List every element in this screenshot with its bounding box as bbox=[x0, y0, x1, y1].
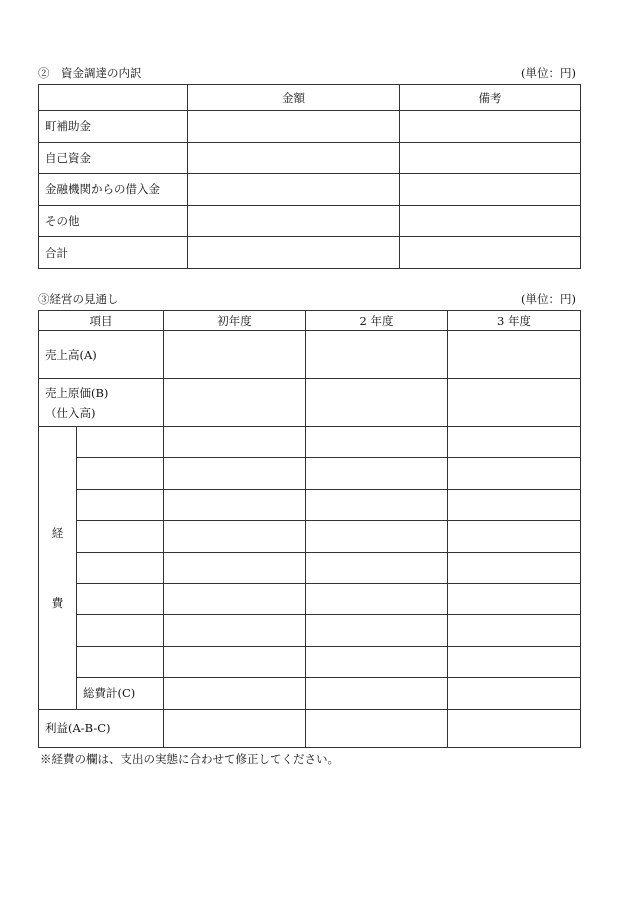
funding-section-title: ② 資金調達の内訳 bbox=[38, 66, 142, 80]
outlook-section-header bbox=[38, 290, 580, 308]
profit-row bbox=[39, 709, 581, 747]
year2-cell[interactable] bbox=[306, 379, 448, 427]
year2-cell[interactable] bbox=[306, 489, 448, 520]
profit-label: 利益(A-B-C) bbox=[39, 709, 164, 747]
expense-item-cell[interactable] bbox=[77, 552, 164, 583]
funding-amount-cell[interactable] bbox=[188, 174, 400, 206]
year2-cell[interactable] bbox=[306, 331, 448, 379]
funding-row bbox=[39, 142, 581, 174]
year3-cell[interactable] bbox=[448, 427, 581, 458]
outlook-header-year2: 2 年度 bbox=[306, 311, 448, 331]
funding-total-row bbox=[39, 237, 581, 269]
expense-item-cell[interactable] bbox=[77, 489, 164, 520]
expense-item-cell[interactable] bbox=[77, 458, 164, 489]
sales-row bbox=[39, 331, 581, 379]
funding-amount-cell[interactable] bbox=[188, 237, 400, 269]
funding-unit-label: (単位：円) bbox=[521, 66, 576, 80]
funding-row bbox=[39, 174, 581, 206]
year1-cell[interactable] bbox=[164, 709, 306, 747]
outlook-header-year1: 初年度 bbox=[164, 311, 306, 331]
year3-cell[interactable] bbox=[448, 583, 581, 614]
expense-row bbox=[39, 646, 581, 677]
expenses-group-label bbox=[39, 427, 77, 710]
year2-cell[interactable] bbox=[306, 615, 448, 646]
cost-of-sales-line1: 売上原価(B) bbox=[45, 385, 109, 400]
expense-total-label: 総費計(C) bbox=[77, 678, 164, 709]
funding-header-row bbox=[39, 85, 581, 111]
funding-remarks-cell[interactable] bbox=[400, 237, 581, 269]
expense-row bbox=[39, 552, 581, 583]
cost-of-sales-row bbox=[39, 379, 581, 427]
funding-table bbox=[38, 84, 581, 269]
year2-cell[interactable] bbox=[306, 646, 448, 677]
year3-cell[interactable] bbox=[448, 615, 581, 646]
expense-row bbox=[39, 427, 581, 458]
year1-cell[interactable] bbox=[164, 552, 306, 583]
funding-row bbox=[39, 205, 581, 237]
cost-of-sales-label bbox=[39, 379, 164, 427]
funding-header-amount: 金額 bbox=[188, 85, 400, 111]
expense-item-cell[interactable] bbox=[77, 583, 164, 614]
funding-amount-cell[interactable] bbox=[188, 111, 400, 143]
sales-label: 売上高(A) bbox=[39, 331, 164, 379]
expense-row bbox=[39, 583, 581, 614]
expense-item-cell[interactable] bbox=[77, 615, 164, 646]
expense-row bbox=[39, 521, 581, 552]
year2-cell[interactable] bbox=[306, 458, 448, 489]
expense-total-row bbox=[39, 678, 581, 709]
year1-cell[interactable] bbox=[164, 331, 306, 379]
funding-amount-cell[interactable] bbox=[188, 205, 400, 237]
year3-cell[interactable] bbox=[448, 489, 581, 520]
funding-row-label: 金融機関からの借入金 bbox=[39, 174, 188, 206]
year1-cell[interactable] bbox=[164, 379, 306, 427]
expense-item-cell[interactable] bbox=[77, 427, 164, 458]
year2-cell[interactable] bbox=[306, 427, 448, 458]
year2-cell[interactable] bbox=[306, 583, 448, 614]
funding-section-header bbox=[38, 64, 580, 82]
outlook-unit-label: (単位：円) bbox=[521, 292, 576, 306]
funding-row-label: その他 bbox=[39, 205, 188, 237]
year2-cell[interactable] bbox=[306, 521, 448, 552]
year1-cell[interactable] bbox=[164, 427, 306, 458]
year2-cell[interactable] bbox=[306, 552, 448, 583]
year1-cell[interactable] bbox=[164, 646, 306, 677]
expenses-char-1: 経 bbox=[51, 525, 64, 540]
year1-cell[interactable] bbox=[164, 521, 306, 552]
year1-cell[interactable] bbox=[164, 615, 306, 646]
year3-cell[interactable] bbox=[448, 458, 581, 489]
year1-cell[interactable] bbox=[164, 458, 306, 489]
outlook-table bbox=[38, 310, 581, 748]
year3-cell[interactable] bbox=[448, 646, 581, 677]
cost-of-sales-line2: （仕入高) bbox=[45, 405, 96, 420]
outlook-section-title: ③経営の見通し bbox=[38, 292, 119, 306]
year1-cell[interactable] bbox=[164, 583, 306, 614]
funding-row-label: 自己資金 bbox=[39, 142, 188, 174]
funding-row-label: 合計 bbox=[39, 237, 188, 269]
funding-remarks-cell[interactable] bbox=[400, 142, 581, 174]
year3-cell[interactable] bbox=[448, 521, 581, 552]
year3-cell[interactable] bbox=[448, 379, 581, 427]
year1-cell[interactable] bbox=[164, 678, 306, 709]
outlook-header-item: 項目 bbox=[39, 311, 164, 331]
funding-row bbox=[39, 111, 581, 143]
expense-row bbox=[39, 489, 581, 520]
funding-header-remarks: 備考 bbox=[400, 85, 581, 111]
year3-cell[interactable] bbox=[448, 678, 581, 709]
year3-cell[interactable] bbox=[448, 331, 581, 379]
year2-cell[interactable] bbox=[306, 678, 448, 709]
funding-remarks-cell[interactable] bbox=[400, 205, 581, 237]
funding-amount-cell[interactable] bbox=[188, 142, 400, 174]
expense-row bbox=[39, 458, 581, 489]
funding-row-label: 町補助金 bbox=[39, 111, 188, 143]
funding-remarks-cell[interactable] bbox=[400, 174, 581, 206]
expense-note: ※経費の欄は、支出の実態に合わせて修正してください。 bbox=[40, 752, 339, 766]
expense-item-cell[interactable] bbox=[77, 646, 164, 677]
year3-cell[interactable] bbox=[448, 552, 581, 583]
funding-remarks-cell[interactable] bbox=[400, 111, 581, 143]
outlook-header-row bbox=[39, 311, 581, 331]
expense-item-cell[interactable] bbox=[77, 521, 164, 552]
year2-cell[interactable] bbox=[306, 709, 448, 747]
expenses-char-2: 費 bbox=[51, 595, 64, 610]
funding-header-blank bbox=[39, 85, 188, 111]
year1-cell[interactable] bbox=[164, 489, 306, 520]
year3-cell[interactable] bbox=[448, 709, 581, 747]
outlook-header-year3: 3 年度 bbox=[448, 311, 581, 331]
expense-row bbox=[39, 615, 581, 646]
